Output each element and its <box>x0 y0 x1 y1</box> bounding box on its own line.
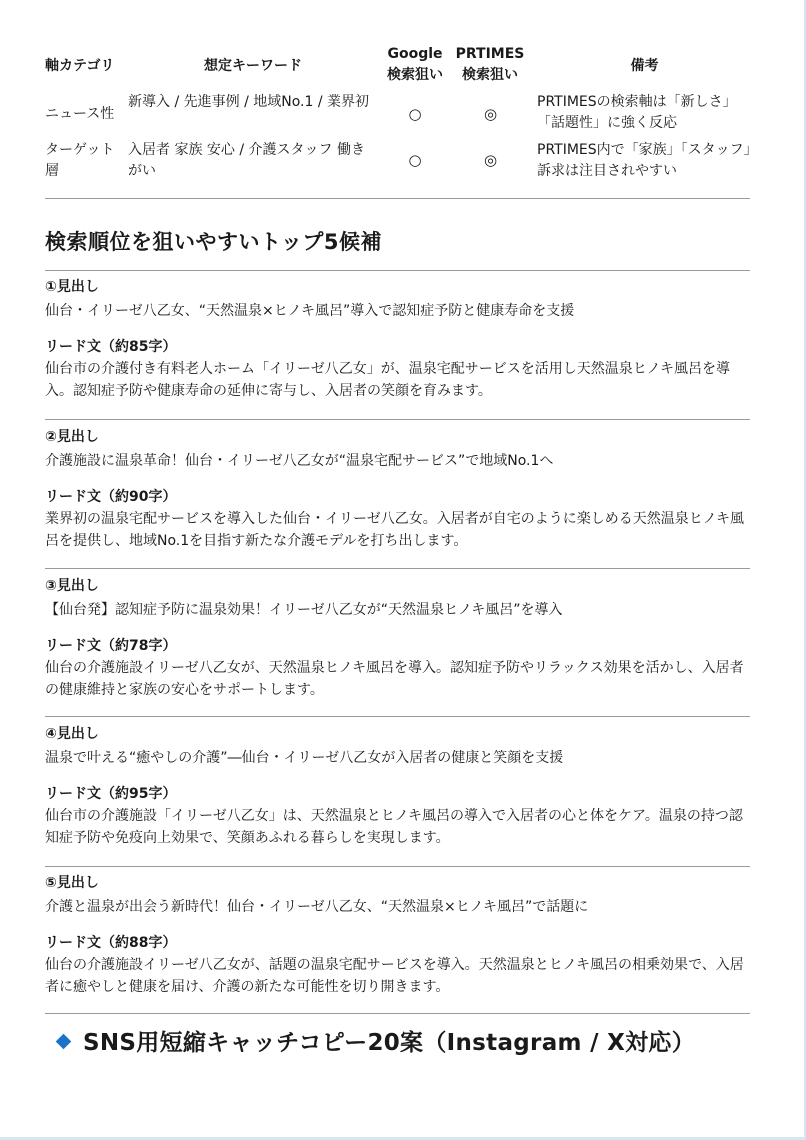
row-keywords: 入居者 家族 安心 / 介護スタッフ 働きがい <box>128 142 365 179</box>
header-prtimes: PRTIMES検索狙い <box>455 46 525 83</box>
row-google-mark: ○ <box>408 151 422 169</box>
candidate-heading-label: ③見出し <box>45 578 99 594</box>
divider <box>45 568 750 569</box>
divider <box>45 198 750 199</box>
candidate-heading: 介護施設に温泉革命！仙台・イリーゼ八乙女が“温泉宅配サービス”で地域No.1へ <box>45 453 554 469</box>
candidate-4 <box>45 723 750 849</box>
candidate-heading-label: ①見出し <box>45 279 99 295</box>
divider <box>45 866 750 867</box>
candidate-heading-label: ②見出し <box>45 429 99 445</box>
header-google: Google検索狙い <box>387 46 443 83</box>
candidate-lead-label: リード文（約85字） <box>45 339 177 355</box>
candidate-heading: 【仙台発】認知症予防に温泉効果！イリーゼ八乙女が“天然温泉ヒノキ風呂”を導入 <box>45 602 563 618</box>
divider <box>45 419 750 420</box>
header-note: 備考 <box>630 58 659 74</box>
candidate-1 <box>45 276 750 402</box>
diamond-bullet-icon <box>56 1034 72 1050</box>
row-keywords: 新導入 / 先進事例 / 地域No.1 / 業界初 <box>128 94 370 110</box>
candidate-lead-label: リード文（約78字） <box>45 638 177 654</box>
row-prtimes-mark: ◎ <box>483 105 498 123</box>
candidate-lead: 仙台の介護施設イリーゼ八乙女が、天然温泉ヒノキ風呂を導入。認知症予防やリラックス効果を活かし、入居者の健康維持と家族の安心をサポートします。 <box>45 660 744 698</box>
candidate-lead-label: リード文（約88字） <box>45 935 177 951</box>
divider <box>45 716 750 717</box>
candidate-heading: 温泉で叶える“癒やしの介護”―仙台・イリーゼ八乙女が入居者の健康と笑顔を支援 <box>45 750 564 766</box>
keyword-table <box>45 44 750 188</box>
candidate-lead: 業界初の温泉宅配サービスを導入した仙台・イリーゼ八乙女。入居者が自宅のように楽しめる天然温泉ヒノキ風呂を提供し、地域No.1を目指す新たな介護モデルを打ち出します。 <box>45 511 745 549</box>
table-row <box>45 92 750 140</box>
candidate-heading: 介護と温泉が出会う新時代！仙台・イリーゼ八乙女、“天然温泉×ヒノキ風呂”で話題に <box>45 899 589 915</box>
header-keywords: 想定キーワード <box>204 58 302 74</box>
candidate-lead-label: リード文（約90字） <box>45 489 177 505</box>
table-row <box>45 140 750 188</box>
row-prtimes-mark: ◎ <box>483 151 498 169</box>
candidate-heading-label: ⑤見出し <box>45 875 99 891</box>
row-note: PRTIMESの検索軸は「新しさ」「話題性」に強く反応 <box>537 94 737 131</box>
candidate-lead: 仙台の介護施設イリーゼ八乙女が、話題の温泉宅配サービスを導入。天然温泉とヒノキ風呂の相乗効果で、入居者に癒やしと健康を届け、介護の新たな可能性を切り開きます。 <box>45 957 744 995</box>
sns-title-text: SNS用短縮キャッチコピー20案（Instagram / X対応） <box>83 1030 696 1056</box>
divider <box>45 1013 750 1014</box>
candidate-2 <box>45 426 750 552</box>
divider <box>45 270 750 271</box>
row-google-mark: ○ <box>408 105 422 123</box>
candidate-3 <box>45 575 750 701</box>
candidate-lead: 仙台市の介護施設「イリーゼ八乙女」は、天然温泉とヒノキ風呂の導入で入居者の心と体をケア。温泉の持つ認知症予防や免疫向上効果で、笑顔あふれる暮らしを実現します。 <box>45 808 743 846</box>
row-category: ニュース性 <box>45 106 115 122</box>
header-category: 軸カテゴリ <box>45 58 115 74</box>
candidate-lead: 仙台市の介護付き有料老人ホーム「イリーゼ八乙女」が、温泉宅配サービスを活用し天然温泉ヒノキ風呂を導入。認知症予防や健康寿命の延伸に寄与し、入居者の笑顔を育みます。 <box>45 361 731 399</box>
candidate-lead-label: リード文（約95字） <box>45 786 177 802</box>
sns-section-title <box>58 1024 695 1057</box>
row-category: ターゲット層 <box>45 142 115 179</box>
row-note: PRTIMES内で「家族」「スタッフ」訴求は注目されやすい <box>537 142 751 179</box>
candidate-5 <box>45 872 750 998</box>
table-header <box>45 44 750 92</box>
candidate-heading: 仙台・イリーゼ八乙女、“天然温泉×ヒノキ風呂”導入で認知症予防と健康寿命を支援 <box>45 303 575 319</box>
candidate-heading-label: ④見出し <box>45 726 99 742</box>
section-title: 検索順位を狙いやすいトップ5候補 <box>45 230 382 254</box>
